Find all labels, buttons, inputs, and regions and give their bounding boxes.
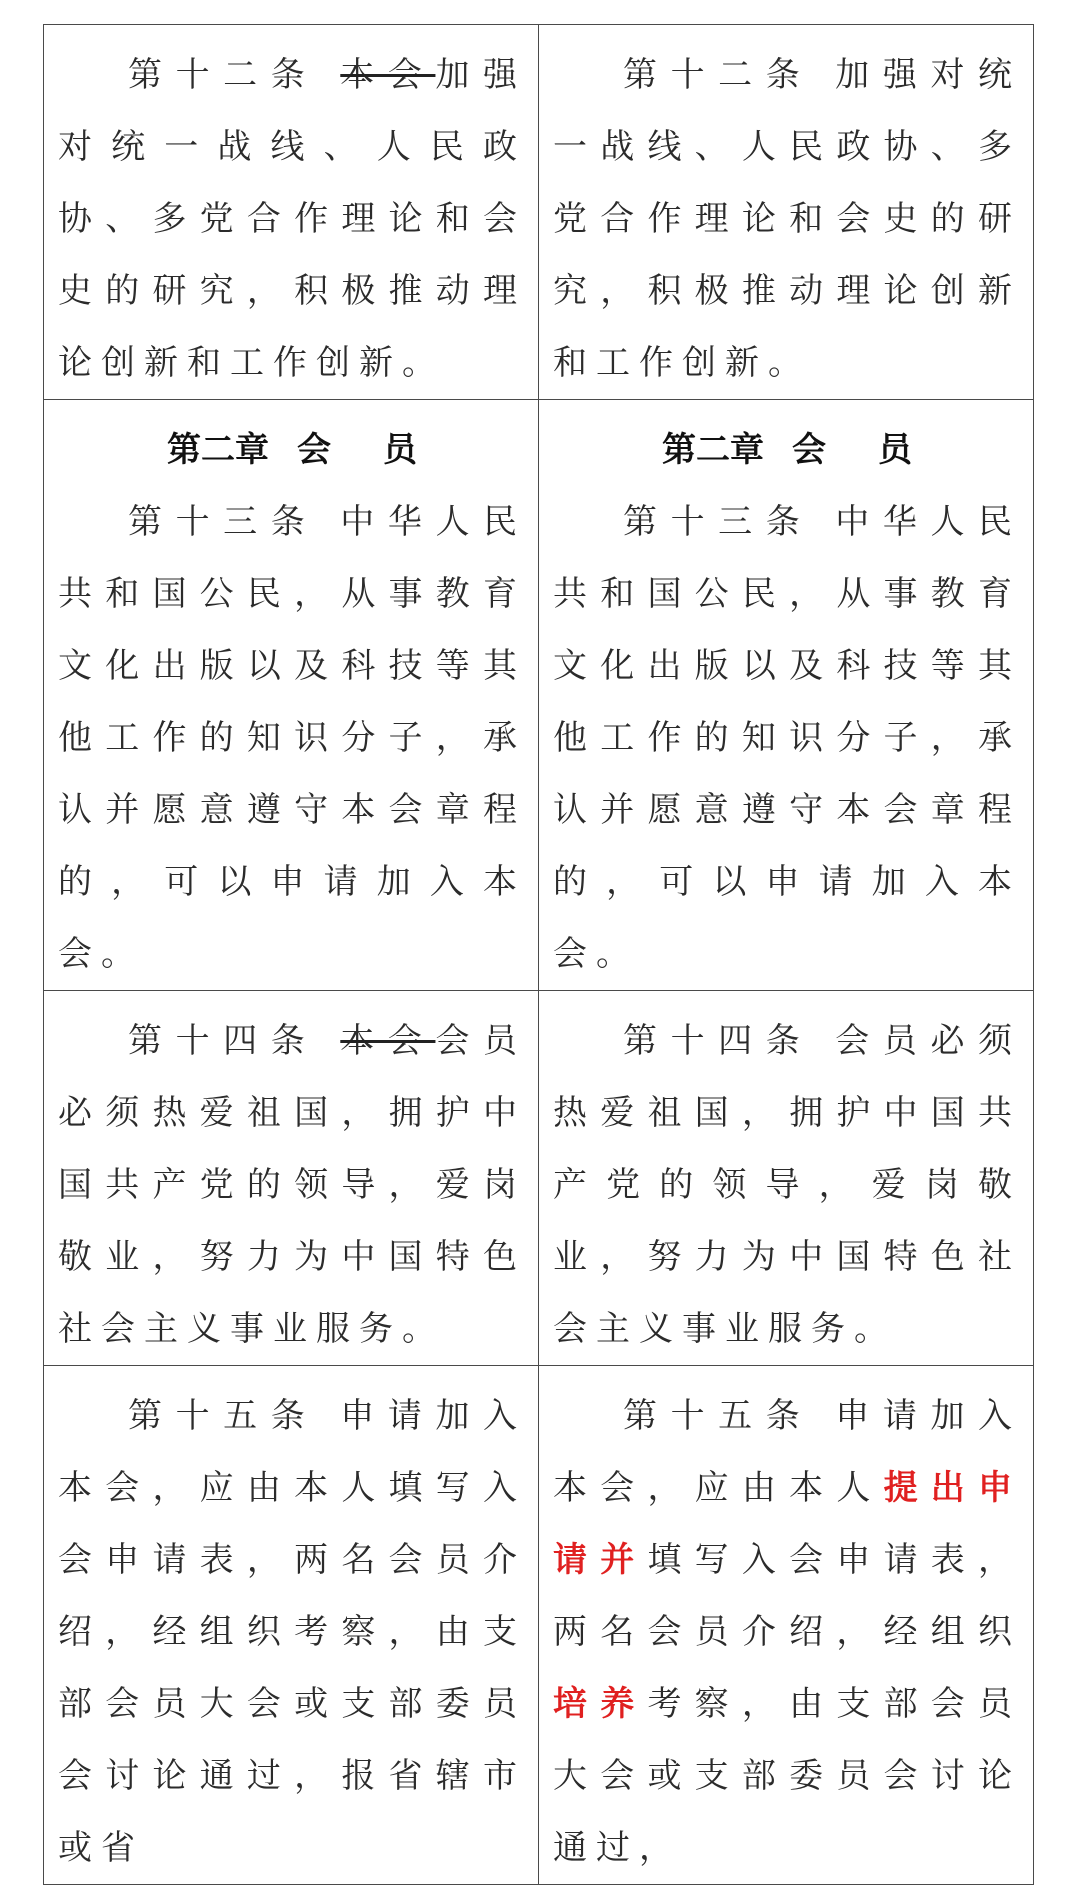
article-paragraph <box>58 1380 526 1884</box>
article-text: 会员必须热爱祖国，拥护中国共产党的领导，爱岗敬业，努力为中国特色社会主义事业服务。 <box>553 1021 1022 1349</box>
table-row <box>44 991 1034 1366</box>
new-version-cell <box>539 400 1034 991</box>
article-number: 第十三条 <box>623 502 814 542</box>
added-text: 培养 <box>553 1684 648 1724</box>
article-text: 申请加入本会，应由本人填写入会申请表，两名会员介绍，经组织考察，由支部会员大会或支部委员会讨论通过，报省辖市或省 <box>58 1396 527 1868</box>
deleted-text: 本会 <box>340 55 436 95</box>
table-row <box>44 1366 1034 1885</box>
table-row <box>44 25 1034 400</box>
article-paragraph <box>58 486 526 990</box>
article-number: 第十五条 <box>623 1396 814 1436</box>
article-paragraph <box>553 39 1021 399</box>
article-number: 第十二条 <box>128 55 319 95</box>
article-paragraph <box>553 486 1021 990</box>
article-text: 填写入会申请表，两名会员介绍，经组织 <box>553 1540 1022 1652</box>
article-paragraph <box>553 1380 1021 1884</box>
chapter-heading: 第二章 会 员 <box>662 430 912 470</box>
article-text: 加强对统一战线、人民政协、多党合作理论和会史的研究，积极推动理论创新和工作创新。 <box>553 55 1022 383</box>
new-version-cell <box>539 991 1034 1366</box>
old-version-cell <box>44 991 539 1366</box>
article-number: 第十二条 <box>623 55 814 95</box>
article-text: 加强对统一战线、人民政协、多党合作理论和会史的研究，积极推动理论创新和工作创新。 <box>58 55 527 383</box>
article-number: 第十四条 <box>623 1021 814 1061</box>
article-text: 考察，由支部会员大会或支部委员会讨论通过， <box>553 1684 1022 1868</box>
chapter-heading: 第二章 会 员 <box>167 430 417 470</box>
old-version-cell <box>44 400 539 991</box>
deleted-text: 本会 <box>340 1021 436 1061</box>
article-text: 中华人民共和国公民，从事教育文化出版以及科技等其他工作的知识分子，承认并愿意遵守本会章程的，可以申请加入本会。 <box>58 502 527 974</box>
article-number: 第十四条 <box>128 1021 319 1061</box>
article-text: 中华人民共和国公民，从事教育文化出版以及科技等其他工作的知识分子，承认并愿意遵守本会章程的，可以申请加入本会。 <box>553 502 1022 974</box>
article-number: 第十五条 <box>128 1396 319 1436</box>
added-text: 提出申请并 <box>553 1468 1022 1580</box>
old-version-cell <box>44 25 539 400</box>
article-paragraph <box>553 1005 1021 1365</box>
article-paragraph <box>58 39 526 399</box>
article-text: 申请加入本会，应由本人 <box>553 1396 1022 1508</box>
article-text: 会员必须热爱祖国，拥护中国共产党的领导，爱岗敬业，努力为中国特色社会主义事业服务。 <box>58 1021 527 1349</box>
old-version-cell <box>44 1366 539 1885</box>
new-version-cell <box>539 1366 1034 1885</box>
article-paragraph <box>58 1005 526 1365</box>
article-number: 第十三条 <box>128 502 319 542</box>
new-version-cell <box>539 25 1034 400</box>
comparison-table <box>43 24 1034 1885</box>
table-row <box>44 400 1034 991</box>
